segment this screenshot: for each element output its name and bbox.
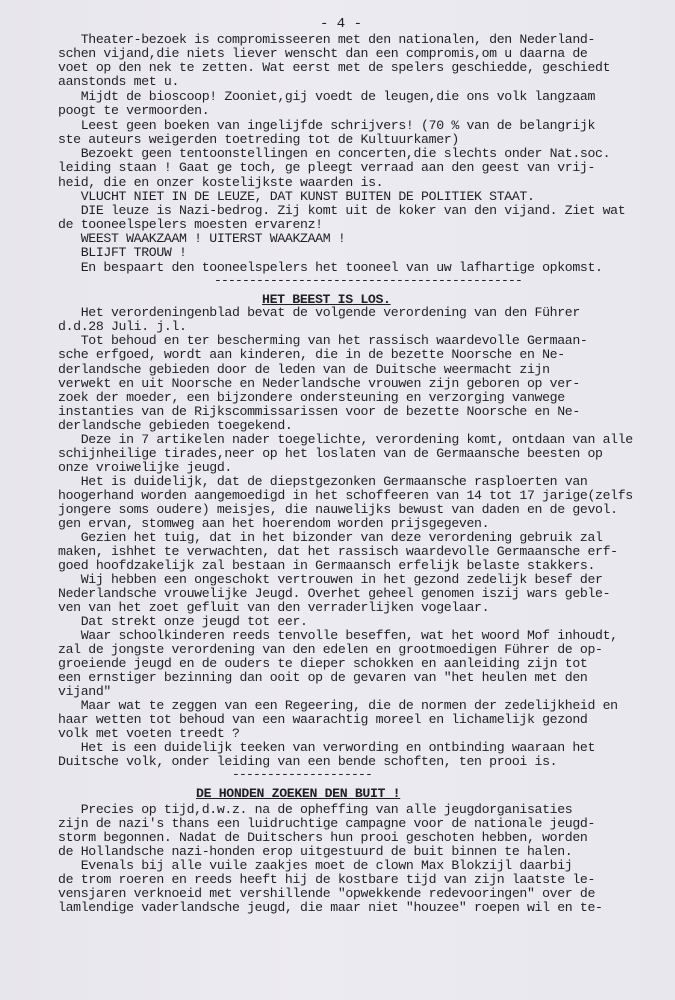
text-line: Mijdt de bioscoop! Zooniet,gij voedt de leugen,die ons volk langzaam <box>58 89 596 104</box>
divider: -------------------------------------------- <box>214 273 523 288</box>
text-line: WEEST WAAKZAAM ! UITERST WAAKZAAM ! <box>58 231 346 246</box>
text-line: Het is een duidelijk teeken van verwording en ontbinding waaraan het <box>58 740 596 755</box>
text-line: instanties van de Rijkscommissarissen voor de bezette Noorsche en Ne- <box>58 404 580 419</box>
text-line: ven van het zoet gefluit van den verraderlijken vogelaar. <box>58 600 490 615</box>
text-line: poogt te vermoorden. <box>58 103 210 118</box>
text-line: En bespaart den tooneelspelers het tooneel van uw lafhartige opkomst. <box>58 260 603 275</box>
text-line: derlandsche gebieden door de leden van de Duitsche weermacht zijn <box>58 362 550 377</box>
text-line: voet op den nek te zetten. Wat eerst met de spelers geschiedde, geschiedt <box>58 60 611 75</box>
text-line: vijand" <box>58 684 111 699</box>
text-line: Het verordeningenblad bevat de volgende verordening van den Führer <box>58 305 580 320</box>
text-line: storm begonnen. Nadat de Duitschers hun prooi geschoten hebben, worden <box>58 830 588 845</box>
text-line: Bezoekt geen tentoonstellingen en concerten,die slechts onder Nat.soc. <box>58 146 611 161</box>
page-number: - 4 - <box>320 16 363 32</box>
text-line: Maar wat te zeggen van een Regeering, die de normen der zedelijkheid en <box>58 698 618 713</box>
text-line: Dat strekt onze jeugd tot eer. <box>58 614 308 629</box>
text-line: vensjaren verknoeid met vershillende "opwekkende redevooringen" over de <box>58 886 596 901</box>
text-line: Precies op tijd,d.w.z. na de opheffing van alle jeugdorganisaties <box>58 802 573 817</box>
text-line: Nederlandsche vrouwelijke Jeugd. Overhet geheel genomen iszij wars geble- <box>58 586 611 601</box>
text-line: de Hollandsche nazi-honden erop uitgestuurd de buit binnen te halen. <box>58 844 573 859</box>
text-line: jongere soms oudere) meisjes, die nauwelijks bewust van daden en de gevol. <box>58 502 618 517</box>
text-line: Wij hebben een ongeschokt vertrouwen in het gezond zedelijk besef der <box>58 572 603 587</box>
text-line: lamlendige vaderlandsche jeugd, die maar niet "houzee" roepen wil en te- <box>58 900 603 915</box>
text-line: zal de jongste verordening van den edelen en grootmoedigen Führer de op- <box>58 642 603 657</box>
text-line: verwekt en uit Noorsche en Nederlandsche vrouwen zijn geboren op ver- <box>58 376 580 391</box>
text-line: Waar schoolkinderen reeds tenvolle beseffen, wat het woord Mof inhoudt, <box>58 628 618 643</box>
text-line: Leest geen boeken van ingelijfde schrijvers! (70 % van de belangrijk <box>58 118 596 133</box>
text-line: groeiende jeugd en de ouders te dieper schokken en aanleiding zijn tot <box>58 656 588 671</box>
text-line: sche erfgoed, wordt aan kinderen, die in de bezette Noorsche en Ne- <box>58 347 565 362</box>
text-line: Het is duidelijk, dat de diepstgezonken Germaansche rasploerten van <box>58 474 588 489</box>
text-line: d.d.28 Juli. j.l. <box>58 319 187 334</box>
text-line: derlandsche gebieden toegekend. <box>58 418 293 433</box>
text-line: ste auteurs weigerden toetreding tot de Kultuurkamer) <box>58 132 459 147</box>
text-line: Duitsche volk, onder leiding van een bende schoften, ten prooi is. <box>58 754 558 769</box>
text-line: Deze in 7 artikelen nader toegelichte, verordening komt, ontdaan van alle <box>58 432 633 447</box>
text-line: Evenals bij alle vuile zaakjes moet de clown Max Blokzijl daarbij <box>58 858 573 873</box>
text-line: zoek der moeder, een bijzondere ondersteuning en verzorging vanwege <box>58 390 565 405</box>
text-line: de trom roeren en reeds heeft hij de kostbare tijd van zijn laatste le- <box>58 872 596 887</box>
text-line: Tot behoud en ter bescherming van het rassisch waardevolle Germaan- <box>58 333 588 348</box>
text-line: schijnheilige tirades,neer op het loslaten van de Germaansche beesten op <box>58 446 603 461</box>
text-line: volk met voeten treedt ? <box>58 726 240 741</box>
section-title: HET BEEST IS LOS. <box>262 292 391 307</box>
text-line: de tooneelspelers moesten ervarenz! <box>58 217 323 232</box>
text-line: onze vroiwelijke jeugd. <box>58 460 232 475</box>
text-line: Theater-bezoek is compromisseeren met den nationalen, den Nederland- <box>58 32 596 47</box>
section-title: DE HONDEN ZOEKEN DEN BUIT ! <box>196 786 401 801</box>
text-line: gen ervan, stomweg aan het hoerendom worden prijsgegeven. <box>58 516 490 531</box>
text-line: haar wetten tot behoud van een waarachtig moreel en lichamelijk gezond <box>58 712 588 727</box>
text-line: goed hoofdzakelijk zal bestaan in Germaansch erfelijk belaste stakkers. <box>58 558 596 573</box>
text-line: Gezien het tuig, dat in het bizonder van deze verordening gebruik zal <box>58 530 603 545</box>
text-line: aanstonds met u. <box>58 74 180 89</box>
text-line: DIE leuze is Nazi-bedrog. Zij komt uit de koker van den vijand. Ziet wat <box>58 203 626 218</box>
text-line: zijn de nazi's thans een luidruchtige campagne voor de nationale jeugd- <box>58 816 596 831</box>
text-line: leiding staan ! Gaat ge toch, ge pleegt verraad aan den geest van vrij- <box>58 160 596 175</box>
text-line: heid, die en onzer kostelijkste waarden is. <box>58 175 384 190</box>
text-line: maken, ishhet te verwachten, dat het rassisch waardevolle Germaansche erf- <box>58 544 618 559</box>
text-line: hoogerhand worden aangemoedigd in het schoffeeren van 14 tot 17 jarige(zelfs <box>58 488 633 503</box>
text-line: schen vijand,die niets liever wenscht dan een compromis,om u daarna de <box>58 46 588 61</box>
text-line: VLUCHT NIET IN DE LEUZE, DAT KUNST BUITEN DE POLITIEK STAAT. <box>58 189 535 204</box>
text-line: een ernstiger bezinning dan ooit op de gevaren van "het heulen met den <box>58 670 588 685</box>
divider: -------------------- <box>232 767 373 782</box>
text-line: BLIJFT TROUW ! <box>58 245 187 260</box>
